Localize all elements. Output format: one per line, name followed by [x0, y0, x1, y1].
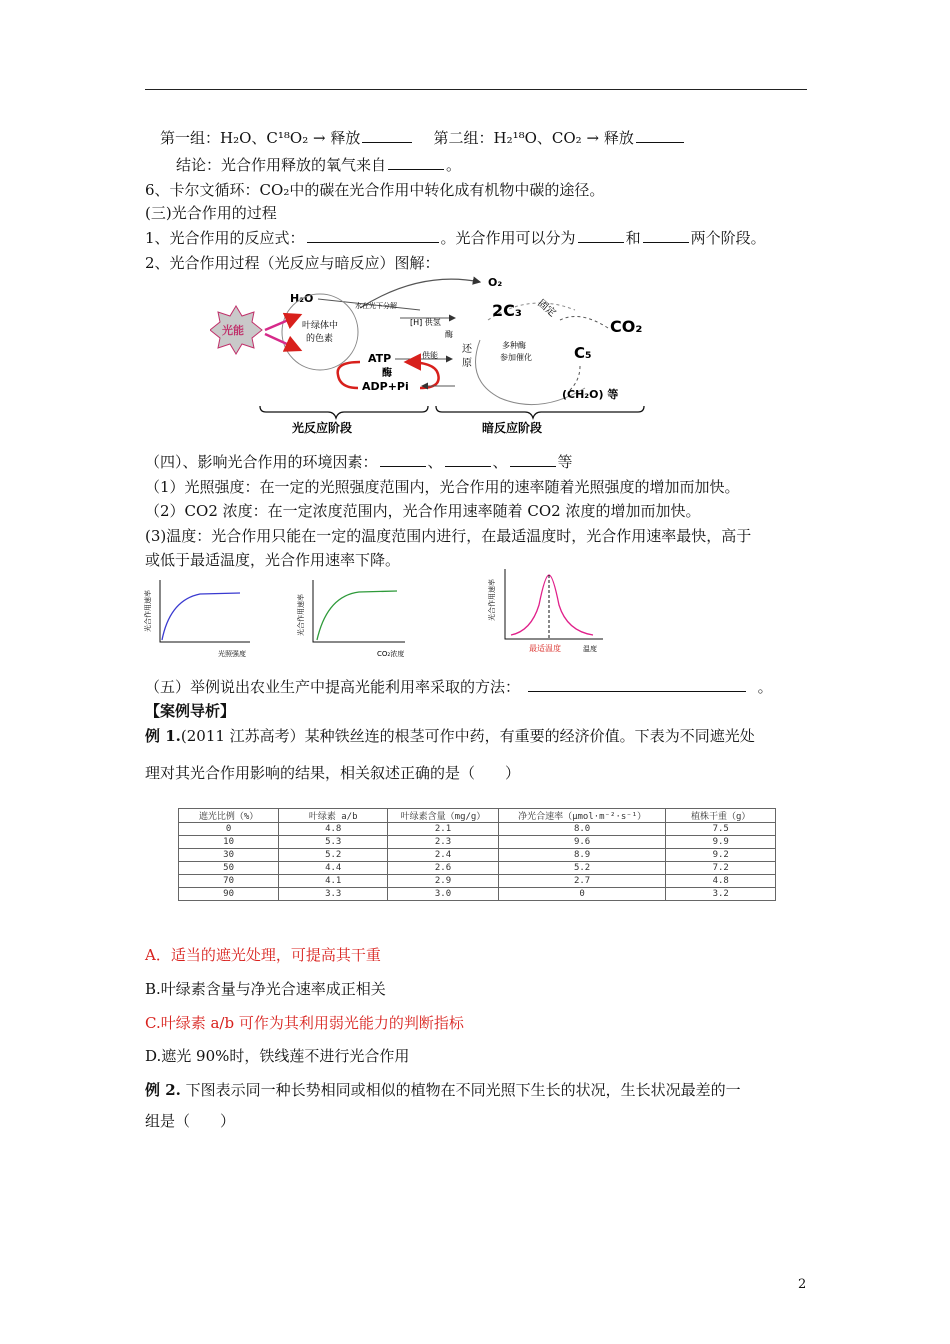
table-cell: 2.9 [388, 875, 499, 888]
chart3-xlabel: 温度 [583, 645, 597, 653]
table-cell: 9.9 [666, 836, 776, 849]
table-cell: 7.2 [666, 862, 776, 875]
table-cell: 8.0 [498, 823, 666, 836]
experiment-groups-line: 第一组：H₂O、C¹⁸O₂ → 释放 第二组：H₂¹⁸O、CO₂ → 释放 [160, 128, 686, 148]
fix-label: 固定 [535, 297, 558, 320]
blank-group2[interactable] [636, 128, 684, 143]
reduce-label-1: 还 [462, 344, 472, 355]
table-cell: 9.6 [498, 836, 666, 849]
shading-results-table [178, 808, 776, 901]
option-a: A．适当的遮光处理，可提高其干重 [145, 946, 381, 964]
table-cell: 2.6 [388, 862, 499, 875]
table-cell: 5.2 [279, 849, 388, 862]
table-cell: 4.8 [666, 875, 776, 888]
table-row [179, 875, 776, 888]
c5-label: C₅ [574, 344, 592, 362]
blank-conclusion[interactable] [388, 155, 444, 170]
table-cell: 2.3 [388, 836, 499, 849]
table-cell: 3.3 [279, 888, 388, 901]
blank-equation[interactable] [307, 228, 439, 243]
table-cell: 7.5 [666, 823, 776, 836]
section3-item2: 2、光合作用过程（光反应与暗反应）图解： [145, 254, 440, 272]
chart3-marker: 最适温度 [529, 644, 561, 653]
reduce-label-2: 原 [462, 358, 472, 369]
blank-stage1[interactable] [578, 228, 624, 243]
pigment-label-2: 的色素 [306, 334, 334, 344]
table-cell: 0 [179, 823, 279, 836]
option-b: B.叶绿素含量与净光合速率成正相关 [145, 980, 386, 998]
calvin-cycle-line: 6、卡尔文循环：CO₂中的碳在光合作用中转化成有机物中碳的途径。 [145, 181, 605, 199]
table-cell: 2.1 [388, 823, 499, 836]
o2-label: O₂ [488, 276, 503, 289]
light-stage-label: 光反应阶段 [292, 421, 353, 435]
h2o-label: H₂O [290, 292, 314, 305]
table-cell: 5.3 [279, 836, 388, 849]
header-rule [145, 89, 807, 90]
table-cell: 2.7 [498, 875, 666, 888]
section4-title: （四）、影响光合作用的环境因素： 、 、 等 [145, 453, 573, 471]
conclusion-line: 结论：光合作用释放的氧气来自 。 [176, 156, 462, 174]
pigment-label-1: 叶绿体中 [302, 321, 339, 331]
th-chl-ab: 叶绿素 a/b [279, 809, 388, 823]
option-d: D.遮光 90%时，铁线莲不进行光合作用 [145, 1047, 410, 1065]
table-cell: 4.4 [279, 862, 388, 875]
table-row [179, 849, 776, 862]
section4-item1: （1）光照强度：在一定的光照强度范围内，光合作用的速率随着光照强度的增加而加快。 [145, 478, 740, 496]
example1-line2: 理对其光合作用影响的结果，相关叙述正确的是（ ） [145, 764, 521, 782]
table-cell: 90 [179, 888, 279, 901]
chart1-xlabel: 光照强度 [218, 650, 246, 658]
section3-item1: 1、光合作用的反应式： 。光合作用可以分为 和 两个阶段。 [145, 229, 766, 247]
table-cell: 0 [498, 888, 666, 901]
table-header-row [179, 809, 776, 823]
case-heading: 【案例导析】 [145, 702, 236, 720]
example1-line1: 例 1.(2011 江苏高考）某种铁丝连的根茎可作中药，有重要的经济价值。下表为不同遮光处 [145, 727, 755, 745]
table-cell: 9.2 [666, 849, 776, 862]
example2-line1: 例 2. 下图表示同一种长势相同或相似的植物在不同光照下生长的状况，生长状况最差的一 [145, 1081, 741, 1099]
h-supply-label: [H] 供氢 [410, 318, 441, 327]
blank-factor1[interactable] [380, 452, 426, 467]
table-cell: 2.4 [388, 849, 499, 862]
page-number: 2 [798, 1277, 807, 1292]
light-energy-label: 光能 [222, 324, 244, 337]
table-cell: 5.2 [498, 862, 666, 875]
table-cell: 10 [179, 836, 279, 849]
energy-supply-label: 供能 [422, 351, 438, 360]
th-shading: 遮光比例（%） [179, 809, 279, 823]
co2-concentration-chart [293, 572, 423, 660]
section4-item3a: (3)温度：光合作用只能在一定的温度范围内进行，在最适温度时，光合作用速率最快，高于 [145, 527, 752, 545]
adp-label: ADP+Pi [362, 380, 409, 393]
table-cell: 30 [179, 849, 279, 862]
chart3-curve [511, 575, 593, 635]
chart2-xlabel: CO₂浓度 [377, 650, 405, 658]
chart1-curve [162, 593, 240, 640]
table-cell: 3.2 [666, 888, 776, 901]
multi-enzyme-label-2: 参加催化 [500, 353, 532, 362]
co2-label: CO₂ [610, 317, 643, 336]
table-cell: 8.9 [498, 849, 666, 862]
atp-enzyme-label: 酶 [382, 368, 392, 379]
water-split-label: 水在光下分解 [355, 302, 397, 310]
blank-factor2[interactable] [445, 452, 491, 467]
th-net-rate: 净光合速率（μmol·m⁻²·s⁻¹） [498, 809, 666, 823]
chart1-ylabel: 光合作用速率 [144, 590, 152, 632]
example2-line2: 组是（ ） [145, 1112, 236, 1130]
table-row [179, 823, 776, 836]
chart2-curve [317, 591, 397, 640]
option-c: C.叶绿素 a/b 可作为其利用弱光能力的判断指标 [145, 1014, 464, 1032]
blank-group1[interactable] [362, 128, 412, 143]
table-row [179, 862, 776, 875]
table-cell: 4.1 [279, 875, 388, 888]
photosynthesis-diagram [210, 270, 660, 440]
multi-enzyme-label-1: 多种酶 [502, 341, 526, 350]
th-dry-weight: 植株干重（g） [666, 809, 776, 823]
temperature-chart [483, 565, 613, 660]
h-enzyme-label: 酶 [445, 330, 453, 339]
section3-title: (三)光合作用的过程 [145, 204, 277, 222]
atp-label: ATP [368, 352, 392, 365]
table-cell: 3.0 [388, 888, 499, 901]
light-intensity-chart [140, 572, 270, 660]
blank-method[interactable] [528, 677, 746, 692]
table-row [179, 836, 776, 849]
chart2-ylabel: 光合作用速率 [297, 594, 305, 636]
table-cell: 50 [179, 862, 279, 875]
table-cell: 4.8 [279, 823, 388, 836]
th-chl-content: 叶绿素含量（mg/g） [388, 809, 499, 823]
ch2o-label: (CH₂O) 等 [562, 388, 619, 401]
c3-label: 2C₃ [492, 301, 522, 320]
section5-line: （五）举例说出农业生产中提高光能利用率采取的方法： 。 [145, 678, 773, 696]
blank-factor3[interactable] [510, 452, 556, 467]
table-cell: 70 [179, 875, 279, 888]
chart3-ylabel: 光合作用速率 [488, 579, 496, 621]
table-row [179, 888, 776, 901]
blank-stage2[interactable] [643, 228, 689, 243]
dark-stage-label: 暗反应阶段 [482, 421, 543, 435]
section4-item3b: 或低于最适温度，光合作用速率下降。 [145, 551, 401, 569]
section4-item2: （2）CO2 浓度：在一定浓度范围内，光合作用速率随着 CO2 浓度的增加而加快。 [145, 502, 701, 520]
